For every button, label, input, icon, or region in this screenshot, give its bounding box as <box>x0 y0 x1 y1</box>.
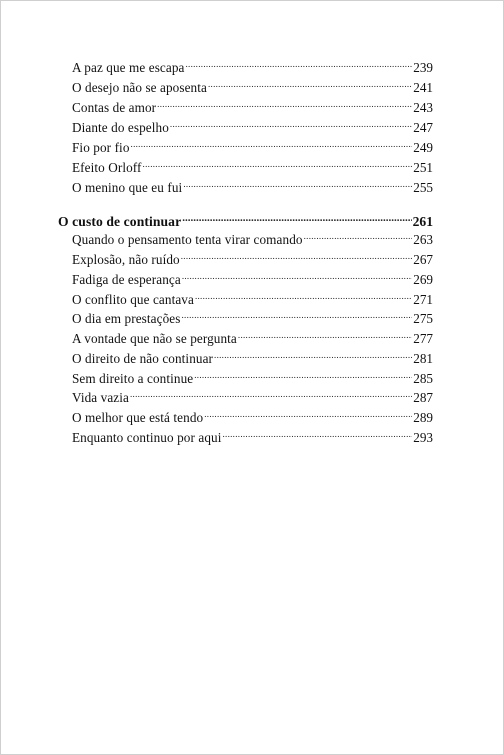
toc-entry-title: Diante do espelho <box>72 120 169 135</box>
toc-entry-title: Vida vazia <box>72 390 129 405</box>
toc-entry-page: 293 <box>413 430 433 445</box>
toc-entry-page: 271 <box>413 292 433 307</box>
dot-leader <box>131 134 413 152</box>
toc-entry-title: Sem direito a continue <box>72 371 194 386</box>
toc-entry-title: Fadiga de esperança <box>72 272 181 287</box>
toc-entry <box>72 286 433 307</box>
dot-leader <box>208 74 412 92</box>
dot-leader <box>170 114 412 132</box>
dot-leader <box>214 345 412 363</box>
toc-entry <box>72 365 433 386</box>
toc-entry <box>72 404 433 425</box>
dot-leader <box>185 54 412 72</box>
toc-entry <box>72 305 433 326</box>
toc-entry-title: O melhor que está tendo <box>72 410 204 425</box>
dot-leader <box>222 424 412 442</box>
toc-entry <box>72 154 433 175</box>
toc-entry-title: O dia em prestações <box>72 311 181 326</box>
toc-entry-page: 249 <box>413 140 433 155</box>
toc-entry <box>72 325 433 346</box>
toc-entry-title: O desejo não se aposenta <box>72 80 207 95</box>
toc-entry-page: 287 <box>413 390 433 405</box>
toc-entry <box>72 54 433 75</box>
toc-entry <box>72 226 433 247</box>
toc-entry-title: O menino que eu fui <box>72 180 183 195</box>
toc-entry-page: 255 <box>413 180 433 195</box>
toc-entry <box>72 134 433 155</box>
toc-entry-page: 267 <box>413 252 433 267</box>
toc-section-heading <box>58 208 433 229</box>
toc-entry-title: O direito de não continuar <box>72 351 214 366</box>
dot-leader <box>182 266 412 284</box>
toc-entry-title: Contas de amor <box>72 100 157 115</box>
dot-leader <box>182 208 411 226</box>
dot-leader <box>181 246 412 264</box>
dot-leader <box>183 174 412 192</box>
toc-entry-title: Quando o pensamento tenta virar comando <box>72 232 303 247</box>
toc-entry-page: 275 <box>413 311 433 326</box>
toc-entry-page: 289 <box>413 410 433 425</box>
toc-entry-page: 247 <box>413 120 433 135</box>
toc-entry <box>72 114 433 135</box>
dot-leader <box>130 384 412 402</box>
dot-leader <box>181 305 412 323</box>
toc-entry <box>72 424 433 445</box>
toc-entry <box>72 174 433 195</box>
toc-entry-title: Explosão, não ruído <box>72 252 180 267</box>
toc-entry-title: O conflito que cantava <box>72 292 194 307</box>
toc-entry-page: 251 <box>413 160 433 175</box>
toc-entry-page: 241 <box>413 80 433 95</box>
toc-section-page: 261 <box>412 214 433 229</box>
toc-entry <box>72 345 433 366</box>
toc-entry <box>72 384 433 405</box>
toc-entry-title: Fio por fio <box>72 140 130 155</box>
toc-entry-title: A paz que me escapa <box>72 60 185 75</box>
toc-section-title: O custo de continuar <box>58 214 182 229</box>
dot-leader <box>157 94 412 112</box>
toc-entry <box>72 94 433 115</box>
dot-leader <box>195 286 412 304</box>
dot-leader <box>238 325 412 343</box>
toc-entry-page: 285 <box>413 371 433 386</box>
toc-entry-page: 263 <box>413 232 433 247</box>
toc-entry-page: 281 <box>413 351 433 366</box>
dot-leader <box>204 404 412 422</box>
toc-entry <box>72 74 433 95</box>
toc-entry <box>72 266 433 287</box>
toc-entry-page: 277 <box>413 331 433 346</box>
toc-entry-page: 269 <box>413 272 433 287</box>
toc-entry-title: A vontade que não se pergunta <box>72 331 237 346</box>
dot-leader <box>304 226 413 244</box>
dot-leader <box>194 365 412 383</box>
toc-entry <box>72 246 433 267</box>
dot-leader <box>143 154 413 172</box>
toc-entry-page: 243 <box>413 100 433 115</box>
toc-entry-page: 239 <box>413 60 433 75</box>
toc-entry-title: Enquanto continuo por aqui <box>72 430 222 445</box>
toc-entry-title: Efeito Orloff <box>72 160 142 175</box>
